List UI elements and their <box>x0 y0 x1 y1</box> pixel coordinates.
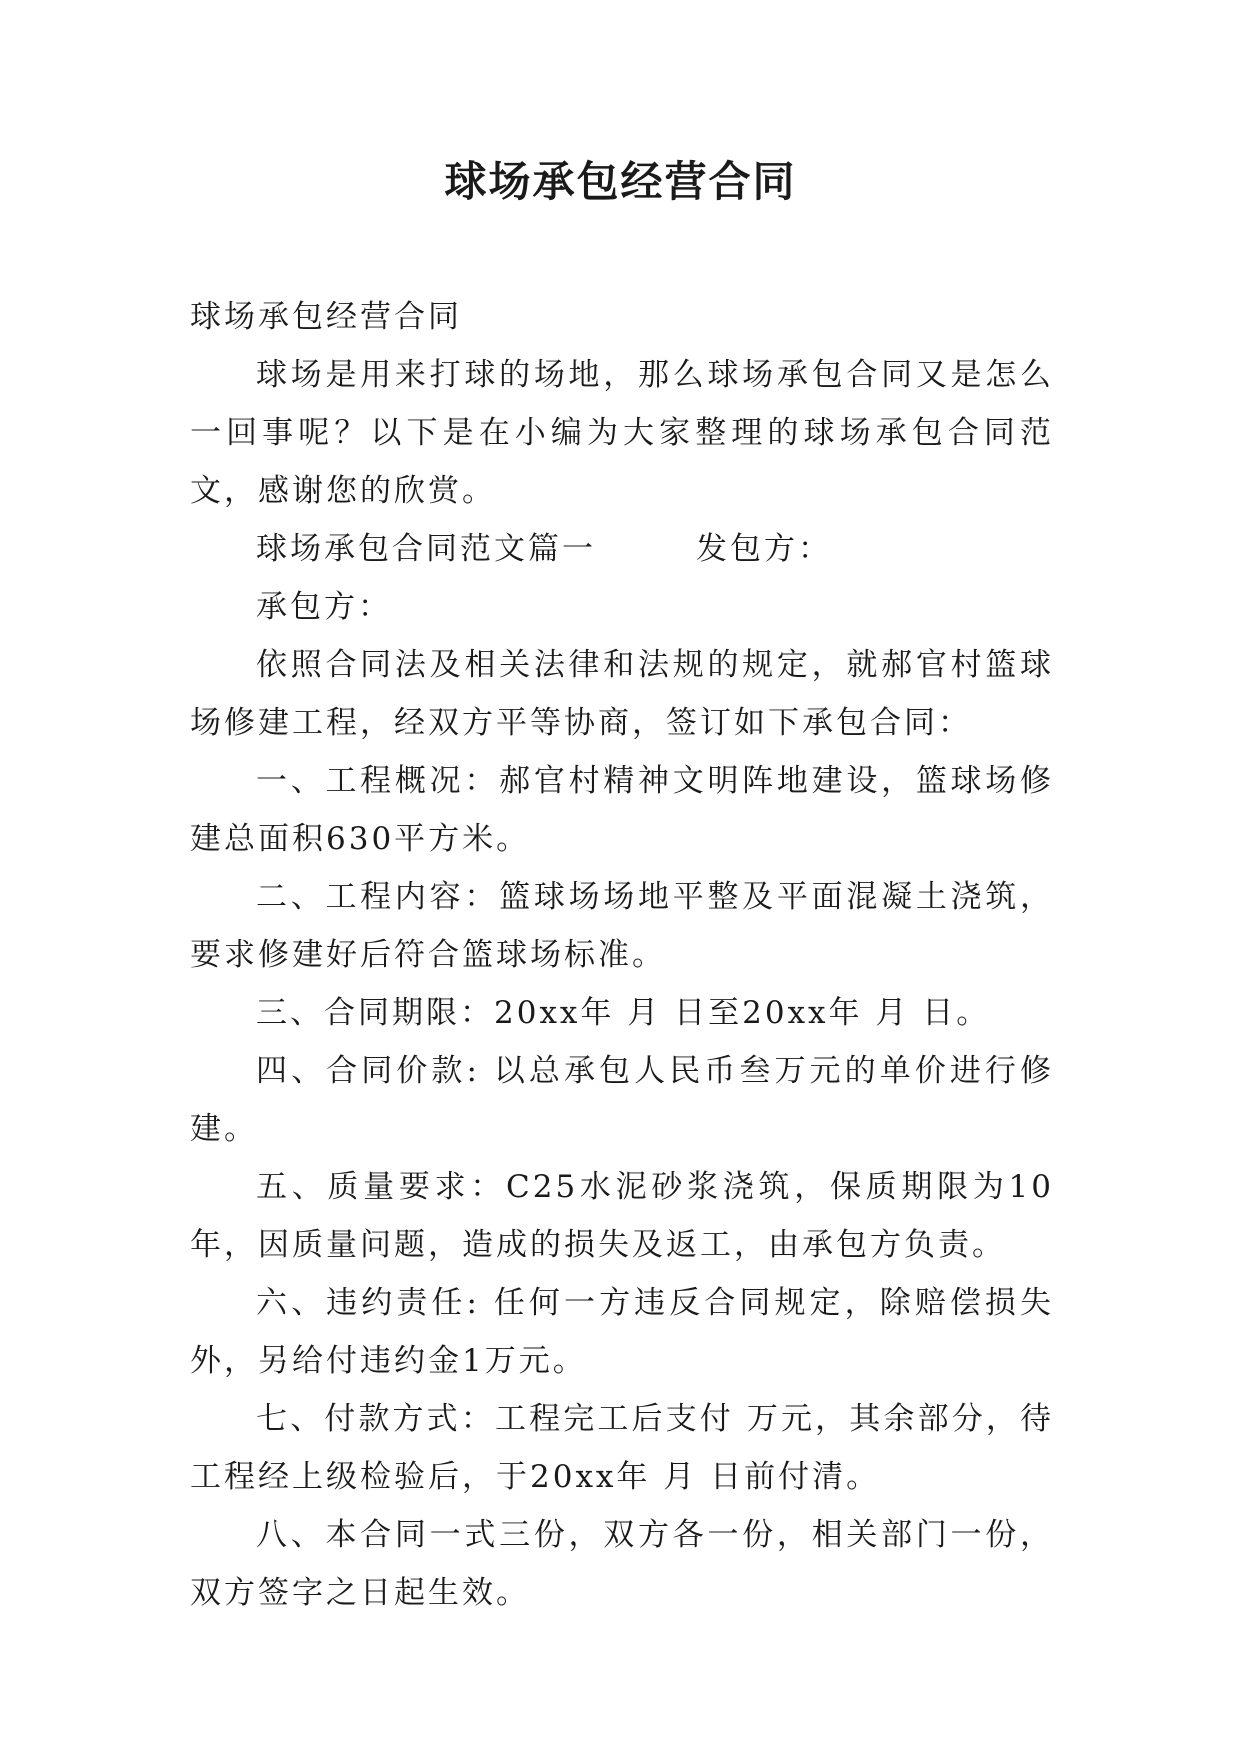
clause-8: 八、本合同一式三份，双方各一份，相关部门一份，双方签字之日起生效。 <box>190 1517 1054 1611</box>
clause-1: 一、工程概况：郝官村精神文明阵地建设，篮球场修建总面积630平方米。 <box>190 763 1054 857</box>
party-a-label: 发包方： <box>696 531 832 567</box>
party-b-label: 承包方： <box>256 589 392 625</box>
document-title: 球场承包经营合同 <box>444 157 797 206</box>
clause-2: 二、工程内容：篮球场场地平整及平面混凝土浇筑，要求修建好后符合篮球场标准。 <box>190 879 1054 973</box>
section-heading: 球场承包合同范文篇一 <box>256 531 596 567</box>
clause-5: 五、质量要求：C25水泥砂浆浇筑，保质期限为10年，因质量问题，造成的损失及返工，由承包方负责。 <box>190 1169 1054 1263</box>
clause-3: 三、合同期限：20xx年 月 日至20xx年 月 日。 <box>256 995 991 1031</box>
clause-4: 四、合同价款: 以总承包人民币叁万元的单价进行修建。 <box>190 1053 1054 1147</box>
clause-7: 七、付款方式：工程完工后支付 万元，其余部分，待工程经上级检验后，于20xx年 月 日前付清。 <box>190 1401 1054 1495</box>
clause-6: 六、违约责任: 任何一方违反合同规定，除赔偿损失外，另给付违约金1万元。 <box>190 1285 1054 1379</box>
paragraph-preamble: 依照合同法及相关法律和法规的规定，就郝官村篮球场修建工程，经双方平等协商，签订如下承包合同： <box>190 647 1054 741</box>
document-subtitle: 球场承包经营合同 <box>190 299 462 335</box>
document-body <box>190 288 1054 1622</box>
paragraph-section-heading <box>190 520 1054 578</box>
paragraph-intro: 球场是用来打球的场地，那么球场承包合同又是怎么一回事呢？以下是在小编为大家整理的球场承包合同范文，感谢您的欣赏。 <box>190 357 1054 509</box>
